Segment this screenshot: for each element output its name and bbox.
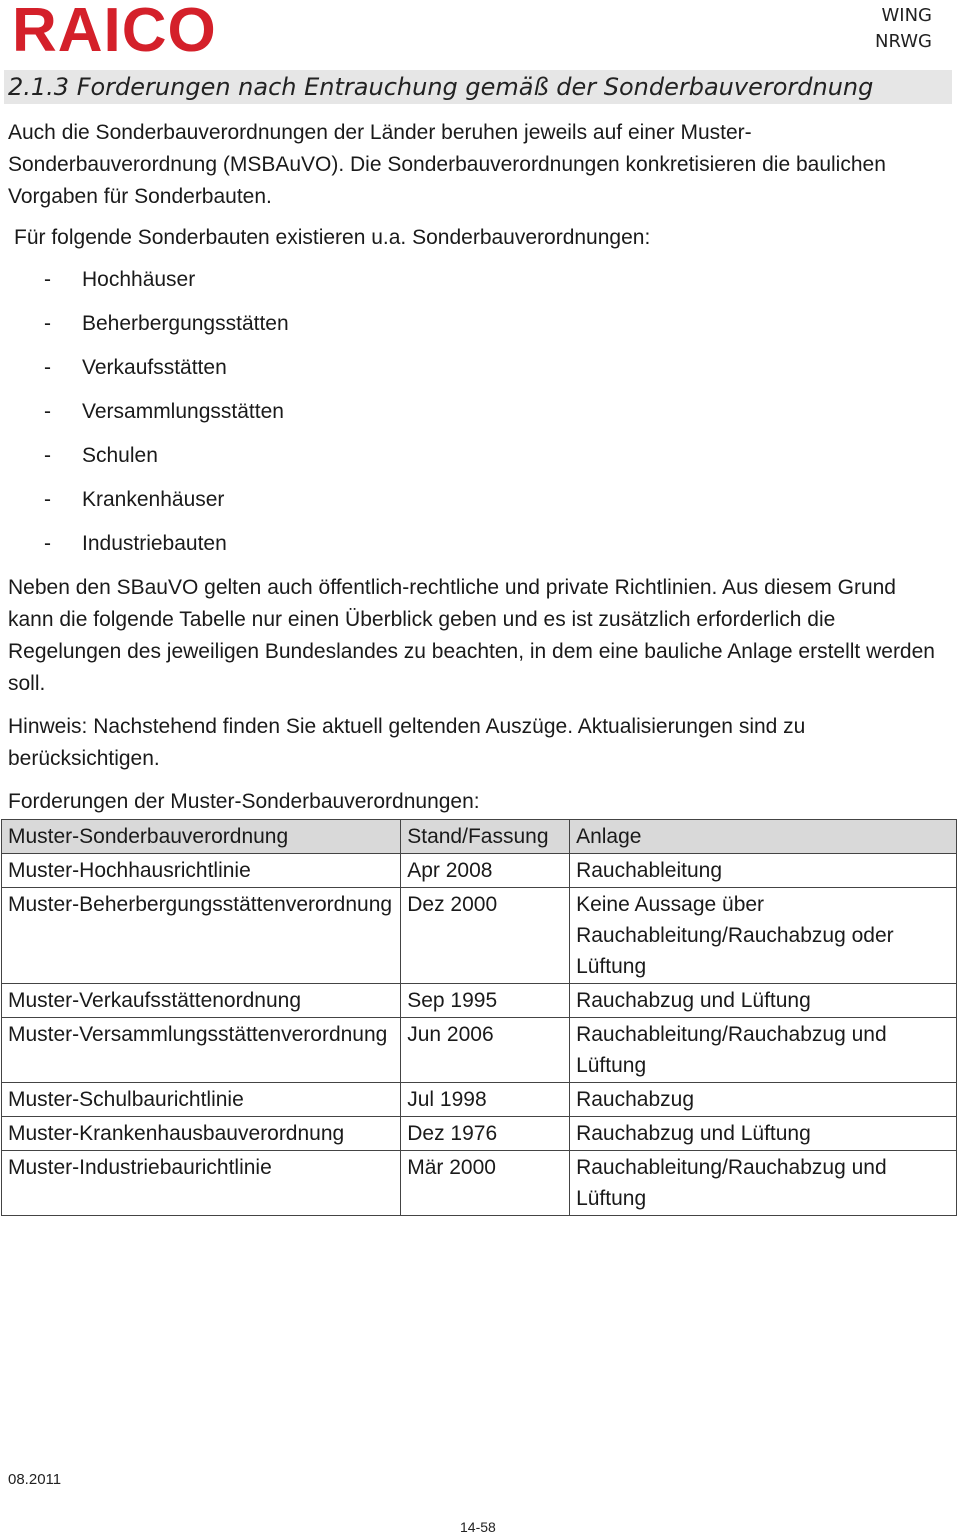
list-item-label: Krankenhäuser — [82, 488, 225, 511]
cell-verordnung: Muster-Krankenhausbauverordnung — [2, 1117, 401, 1151]
footer-date: 08.2011 — [8, 1471, 62, 1488]
list-dash: - — [44, 356, 51, 379]
page-number: 14-58 — [460, 1519, 496, 1535]
list-item-label: Verkaufsstätten — [82, 356, 227, 379]
raico-logo: RAICO — [12, 0, 217, 65]
table-caption: Forderungen der Muster-Sonderbauverordnungen: — [8, 790, 480, 813]
sonderbau-requirements-table — [1, 819, 957, 1216]
list-dash: - — [44, 268, 51, 291]
cell-anlage: Rauchabzug — [570, 1083, 957, 1117]
table-row — [2, 1117, 957, 1151]
section-title: 2.1.3 Forderungen nach Entrauchung gemäß der Sonderbauverordnung — [8, 73, 874, 101]
list-item — [44, 308, 289, 352]
list-item-label: Versammlungsstätten — [82, 400, 284, 423]
column-header-verordnung: Muster-Sonderbauverordnung — [2, 820, 401, 854]
cell-verordnung: Muster-Versammlungsstättenverordnung — [2, 1018, 401, 1083]
list-item — [44, 528, 289, 572]
header-product-label — [875, 3, 932, 55]
product-label-wing: WING — [881, 5, 932, 26]
cell-anlage: Rauchableitung/Rauchabzug und Lüftung — [570, 1018, 957, 1083]
list-item-label: Hochhäuser — [82, 268, 196, 291]
table-row — [2, 984, 957, 1018]
cell-stand: Jun 2006 — [401, 1018, 570, 1083]
list-dash: - — [44, 488, 51, 511]
cell-stand: Jul 1998 — [401, 1083, 570, 1117]
column-header-anlage: Anlage — [570, 820, 957, 854]
list-item-label: Schulen — [82, 444, 158, 467]
list-item-label: Beherbergungsstätten — [82, 312, 289, 335]
cell-stand: Sep 1995 — [401, 984, 570, 1018]
list-dash: - — [44, 444, 51, 467]
list-item — [44, 264, 289, 308]
cell-verordnung: Muster-Verkaufsstättenordnung — [2, 984, 401, 1018]
table-row — [2, 1083, 957, 1117]
sonderbauten-list — [44, 264, 289, 572]
table-row — [2, 1151, 957, 1216]
table-row — [2, 854, 957, 888]
table-row — [2, 1018, 957, 1083]
cell-anlage: Rauchabzug und Lüftung — [570, 1117, 957, 1151]
list-item — [44, 352, 289, 396]
table-row — [2, 888, 957, 984]
richtlinien-paragraph: Neben den SBauVO gelten auch öffentlich-rechtliche und private Richtlinien. Aus diesem Grund kann die folgende Tabelle nur einen Überblick geben und es ist zusätzlich erforderlich die Regelungen des jeweiligen Bundeslandes zu beachten, in dem eine bauliche Anlage erstellt werden soll. — [8, 576, 935, 695]
column-header-stand: Stand/Fassung — [401, 820, 570, 854]
cell-verordnung: Muster-Hochhausrichtlinie — [2, 854, 401, 888]
cell-verordnung: Muster-Beherbergungsstättenverordnung — [2, 888, 401, 984]
table-header-row — [2, 820, 957, 854]
cell-anlage: Keine Aussage über Rauchableitung/Rauchabzug oder Lüftung — [570, 888, 957, 984]
list-item — [44, 484, 289, 528]
cell-stand: Dez 2000 — [401, 888, 570, 984]
intro-paragraph: Auch die Sonderbauverordnungen der Länder beruhen jeweils auf einer Muster-Sonderbauverordnung (MSBAuVO). Die Sonderbauverordnungen konkretisieren die baulichen Vorgaben für Sonderbauten. — [8, 121, 886, 208]
list-item — [44, 440, 289, 484]
cell-verordnung: Muster-Schulbaurichtlinie — [2, 1083, 401, 1117]
cell-stand: Apr 2008 — [401, 854, 570, 888]
cell-stand: Dez 1976 — [401, 1117, 570, 1151]
cell-verordnung: Muster-Industriebaurichtlinie — [2, 1151, 401, 1216]
cell-anlage: Rauchabzug und Lüftung — [570, 984, 957, 1018]
cell-anlage: Rauchableitung — [570, 854, 957, 888]
hint-paragraph: Hinweis: Nachstehend finden Sie aktuell geltenden Auszüge. Aktualisierungen sind zu berücksichtigen. — [8, 715, 806, 770]
list-dash: - — [44, 400, 51, 423]
list-intro: Für folgende Sonderbauten existieren u.a. Sonderbauverordnungen: — [14, 226, 651, 249]
list-item-label: Industriebauten — [82, 532, 227, 555]
product-label-nrwg: NRWG — [875, 31, 932, 52]
list-dash: - — [44, 312, 51, 335]
list-item — [44, 396, 289, 440]
list-dash: - — [44, 532, 51, 555]
cell-stand: Mär 2000 — [401, 1151, 570, 1216]
cell-anlage: Rauchableitung/Rauchabzug und Lüftung — [570, 1151, 957, 1216]
